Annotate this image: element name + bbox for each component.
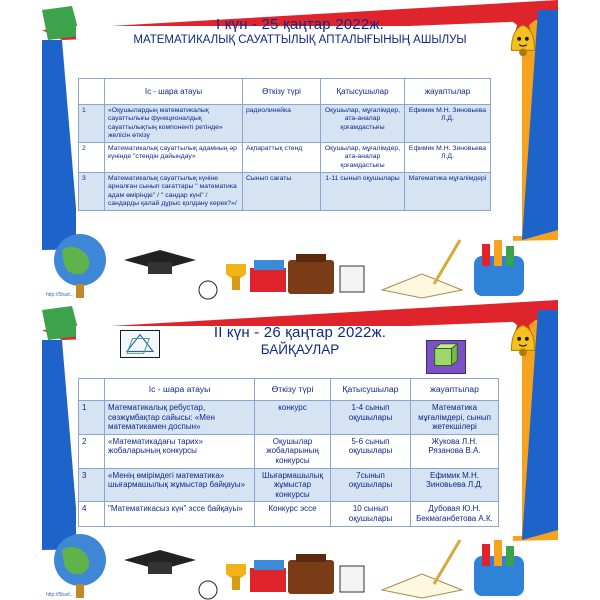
bell-icon [494,4,552,62]
header-responsible: жауаптылар [405,79,491,105]
row-name: Математикалық ребустар, сөзжұмбақтар сайысы: «Мен математикамен доспын» [105,401,255,435]
row-type: Ақпараттық стенд [243,143,321,173]
row-num: 4 [79,502,105,526]
row-participants: Оқушылар, мұғалімдер, ата-аналар қоғамдастығы [321,143,405,173]
row-name: Математикалық сауаттылық күніне арналған сынып сағаттары " математика адам өмірінде" / " сандар күні" / сандарды қалай дұрыс қолдану керек?»/ [105,172,243,210]
row-participants: 5-6 сынып оқушылары [331,434,411,468]
row-participants: Оқушылар, мұғалімдер, ата-аналар қоғамдастығы [321,105,405,143]
row-num: 2 [79,143,105,173]
row-type: Сынып сағаты [243,172,321,210]
page-title: І күн - 25 қаңтар 2022ж. [216,16,384,33]
slide-day-1 [42,0,558,300]
row-responsible: Дубовая Ю.Н. Бекмаганбетова А.К. [411,502,499,526]
row-num: 1 [79,401,105,435]
header-type: Өткізу түрі [255,379,331,401]
row-type: Шығармашылық жұмыстар конкурсы [255,468,331,502]
row-responsible: Математика мұғалімдері [405,172,491,210]
school-supplies-decoration [42,220,558,300]
row-participants: 10 сынып оқушылары [331,502,411,526]
table-row [79,143,491,173]
header-participants: Қатысушылар [331,379,411,401]
row-responsible: Математика мұғалімдері, сынып жетекшілері [411,401,499,435]
row-num: 2 [79,434,105,468]
header-participants: Қатысушылар [321,79,405,105]
events-table [78,378,499,527]
page-subtitle: МАТЕМАТИКАЛЫҚ САУАТТЫЛЫҚ АПТАЛЫҒЫНЫҢ АШЫЛУЫ [133,34,467,46]
row-name: «Математикадағы тарих» жобаларының конкурсы [105,434,255,468]
row-name: «Менің өмірімдегі математика» шығармашылық жұмыстар байқауы» [105,468,255,502]
row-type: радиолинейка [243,105,321,143]
row-participants: 1-11 сынып оқушылары [321,172,405,210]
row-type: Оқушылар жобаларының конкурсы [255,434,331,468]
table-row [79,401,499,435]
row-name: «Оқушылардың математикалық сауаттылығы функционалдық сауаттылықтың компоненті ретінде» желісін өткізу [105,105,243,143]
source-url: http://5bad... [46,292,74,298]
row-responsible: Ефимик М.Н. Зиновьева Л.Д. [411,468,499,502]
row-participants: 1-4 сынып оқушылары [331,401,411,435]
header-type: Өткізу түрі [243,79,321,105]
header-name: Іс - шара атауы [105,379,255,401]
table-row [79,468,499,502]
row-participants: 7сынып оқушылары [331,468,411,502]
table-header-row [79,79,491,105]
row-num: 1 [79,105,105,143]
page-subtitle: БАЙҚАУЛАР [260,342,340,357]
header-name: Іс - шара атауы [105,79,243,105]
row-responsible: Ефимик М.Н. Зиновьева Л.Д. [405,143,491,173]
source-url: http://5bad... [46,592,74,598]
table-row [79,105,491,143]
row-name: Математикалық сауаттылық адамның әр күнінде "стендін дайындау» [105,143,243,173]
page-title: ІІ күн - 26 қаңтар 2022ж. [213,324,387,341]
table-row [79,172,491,210]
row-responsible: Жукова Л.Н. Рязанова В.А. [411,434,499,468]
row-num: 3 [79,468,105,502]
row-num: 3 [79,172,105,210]
row-name: "Математикасыз күн" эссе байқауы» [105,502,255,526]
school-supplies-decoration [42,520,558,600]
slide-day-2 [42,300,558,600]
header-responsible: жауаптылар [411,379,499,401]
table-header-row [79,379,499,401]
table-row [79,434,499,468]
header-num [79,379,105,401]
header-num [79,79,105,105]
row-type: конкурс [255,401,331,435]
events-table [78,78,491,211]
row-responsible: Ефимик М.Н. Зиновьева Л.Д. [405,105,491,143]
row-type: Конкурс эссе [255,502,331,526]
